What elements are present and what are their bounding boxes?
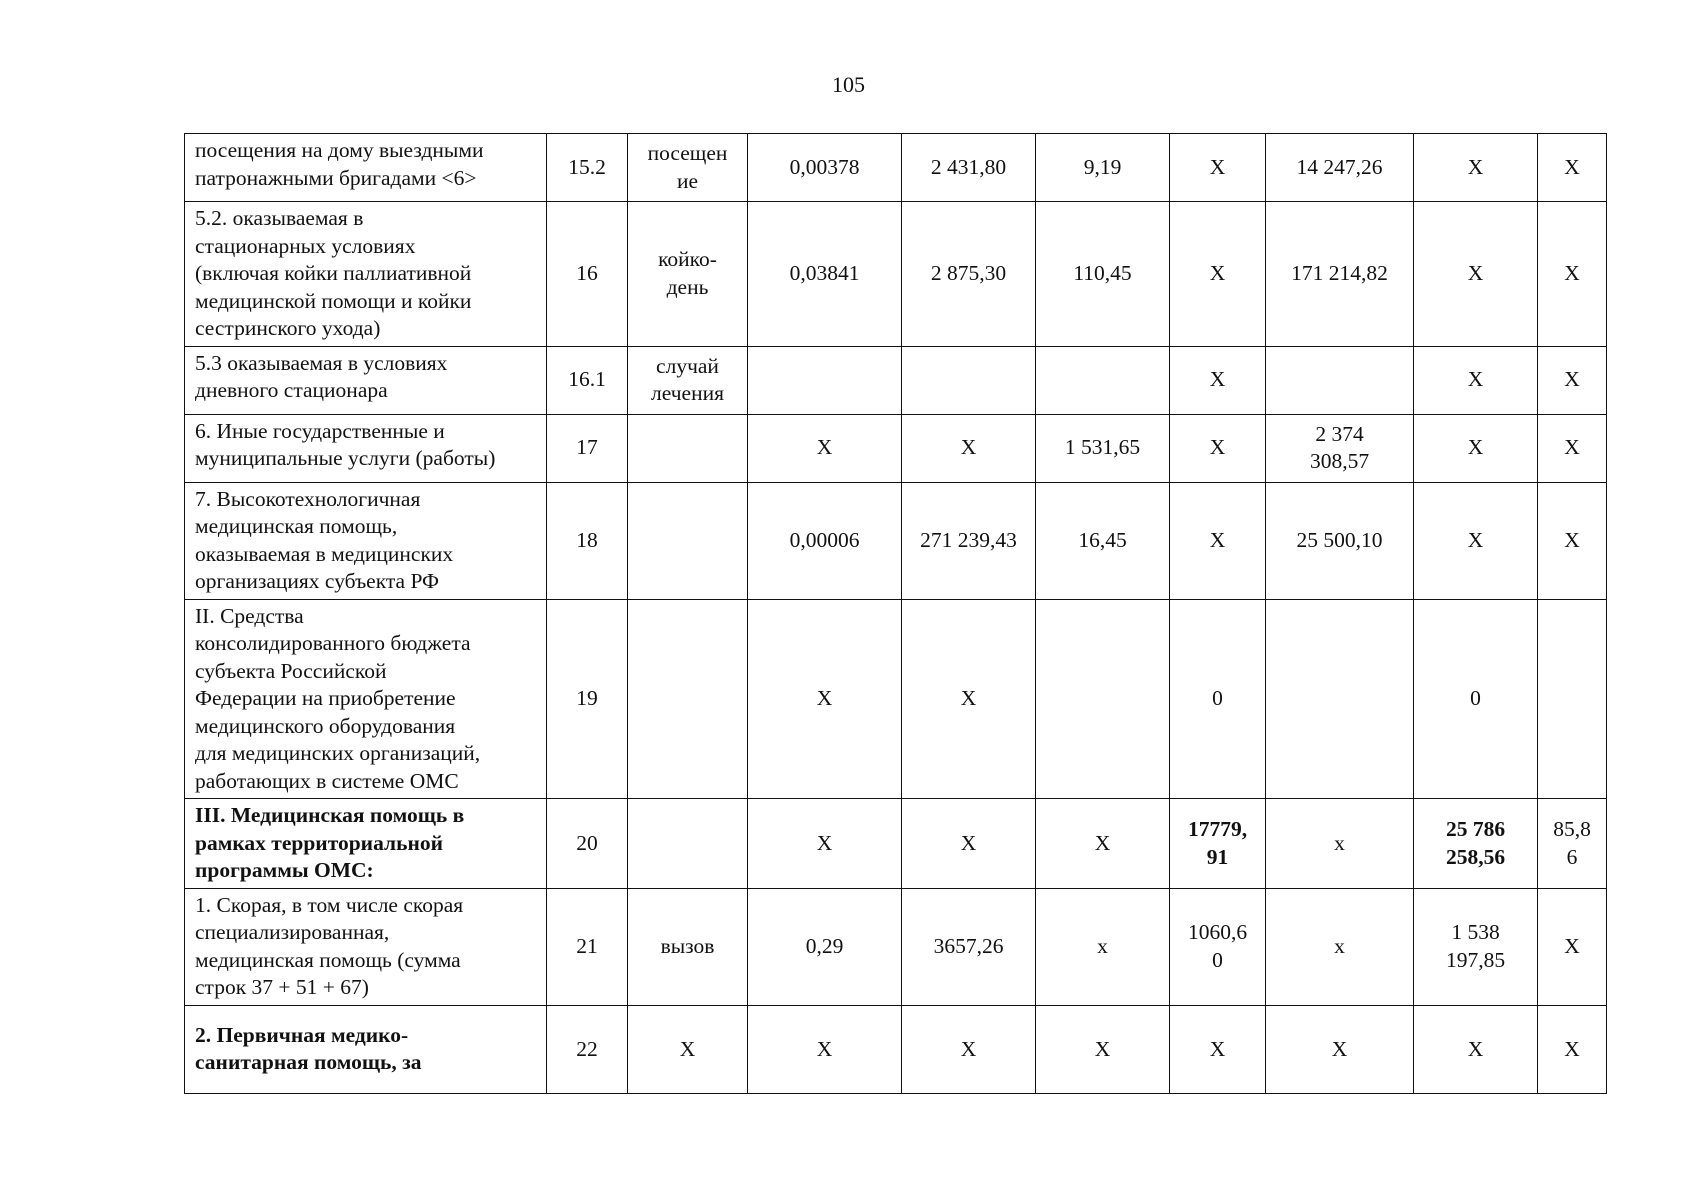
- value-cell: X: [1538, 888, 1607, 1005]
- unit-cell: вызов: [628, 888, 748, 1005]
- unit-cell: [628, 482, 748, 599]
- value-cell: X: [748, 599, 902, 799]
- value-cell: X: [1414, 1005, 1538, 1093]
- value-cell: X: [1170, 202, 1266, 347]
- line-number: 18: [547, 482, 628, 599]
- line-number: 15.2: [547, 134, 628, 202]
- value-cell: 171 214,82: [1266, 202, 1414, 347]
- line-number: 16.1: [547, 346, 628, 414]
- line-number: 21: [547, 888, 628, 1005]
- value-cell: 85,8 6: [1538, 799, 1607, 889]
- line-number: 22: [547, 1005, 628, 1093]
- row-name: 1. Скорая, в том числе скорая специализированная, медицинская помощь (сумма строк 37 + 51 + 67): [185, 888, 547, 1005]
- value-cell: X: [1170, 414, 1266, 482]
- value-cell: [748, 346, 902, 414]
- value-cell: x: [1266, 799, 1414, 889]
- value-cell: X: [902, 599, 1036, 799]
- unit-cell: случай лечения: [628, 346, 748, 414]
- value-cell: 0: [1414, 599, 1538, 799]
- value-cell: X: [1170, 346, 1266, 414]
- value-cell: X: [1036, 1005, 1170, 1093]
- value-cell: X: [1414, 134, 1538, 202]
- value-cell: 2 431,80: [902, 134, 1036, 202]
- value-cell: X: [902, 799, 1036, 889]
- value-cell: 0,00378: [748, 134, 902, 202]
- table-row: [185, 1005, 1607, 1093]
- value-cell: [1036, 346, 1170, 414]
- table-row: [185, 888, 1607, 1005]
- line-number: 20: [547, 799, 628, 889]
- value-cell: [1538, 599, 1607, 799]
- value-cell: 271 239,43: [902, 482, 1036, 599]
- table-row: [185, 414, 1607, 482]
- value-cell: X: [1170, 134, 1266, 202]
- value-cell: X: [1036, 799, 1170, 889]
- table-row: [185, 134, 1607, 202]
- value-cell: X: [748, 1005, 902, 1093]
- value-cell: X: [748, 799, 902, 889]
- value-cell: [1266, 599, 1414, 799]
- row-name: 7. Высокотехнологичная медицинская помощь, оказываемая в медицинских организациях субъекта РФ: [185, 482, 547, 599]
- row-name: II. Средства консолидированного бюджета субъекта Российской Федерации на приобретение медицинского оборудования для медицинских организаций, работающих в системе ОМС: [185, 599, 547, 799]
- value-cell: [902, 346, 1036, 414]
- value-cell: 1060,6 0: [1170, 888, 1266, 1005]
- unit-cell: X: [628, 1005, 748, 1093]
- value-cell: 1 538 197,85: [1414, 888, 1538, 1005]
- table-row: [185, 482, 1607, 599]
- unit-cell: [628, 414, 748, 482]
- value-cell: 17779, 91: [1170, 799, 1266, 889]
- value-cell: 16,45: [1036, 482, 1170, 599]
- line-number: 17: [547, 414, 628, 482]
- table-row: [185, 799, 1607, 889]
- value-cell: X: [902, 414, 1036, 482]
- value-cell: 0: [1170, 599, 1266, 799]
- value-cell: 0,29: [748, 888, 902, 1005]
- value-cell: X: [1538, 414, 1607, 482]
- value-cell: X: [1170, 482, 1266, 599]
- unit-cell: [628, 599, 748, 799]
- row-name: 5.2. оказываемая в стационарных условиях (включая койки паллиативной медицинской помощи и койки сестринского ухода): [185, 202, 547, 347]
- value-cell: X: [1414, 346, 1538, 414]
- row-name: III. Медицинская помощь в рамках территориальной программы ОМС:: [185, 799, 547, 889]
- value-cell: X: [748, 414, 902, 482]
- row-name: 2. Первичная медико- санитарная помощь, за: [185, 1005, 547, 1093]
- value-cell: X: [1538, 1005, 1607, 1093]
- value-cell: 2 374 308,57: [1266, 414, 1414, 482]
- value-cell: 3657,26: [902, 888, 1036, 1005]
- line-number: 16: [547, 202, 628, 347]
- value-cell: x: [1266, 888, 1414, 1005]
- value-cell: 1 531,65: [1036, 414, 1170, 482]
- table-row: [185, 346, 1607, 414]
- value-cell: X: [1538, 134, 1607, 202]
- value-cell: x: [1036, 888, 1170, 1005]
- value-cell: X: [1414, 202, 1538, 347]
- row-name: 6. Иные государственные и муниципальные услуги (работы): [185, 414, 547, 482]
- value-cell: 2 875,30: [902, 202, 1036, 347]
- table-row: [185, 202, 1607, 347]
- budget-table: [184, 133, 1607, 1094]
- value-cell: [1036, 599, 1170, 799]
- value-cell: X: [1266, 1005, 1414, 1093]
- value-cell: 14 247,26: [1266, 134, 1414, 202]
- row-name: 5.3 оказываемая в условиях дневного стационара: [185, 346, 547, 414]
- unit-cell: посещен ие: [628, 134, 748, 202]
- value-cell: X: [1538, 482, 1607, 599]
- value-cell: 0,03841: [748, 202, 902, 347]
- value-cell: 9,19: [1036, 134, 1170, 202]
- unit-cell: койко- день: [628, 202, 748, 347]
- value-cell: 25 786 258,56: [1414, 799, 1538, 889]
- value-cell: X: [1414, 414, 1538, 482]
- value-cell: 25 500,10: [1266, 482, 1414, 599]
- value-cell: X: [902, 1005, 1036, 1093]
- page-number: 105: [832, 72, 865, 97]
- unit-cell: [628, 799, 748, 889]
- value-cell: X: [1170, 1005, 1266, 1093]
- value-cell: 110,45: [1036, 202, 1170, 347]
- value-cell: X: [1414, 482, 1538, 599]
- value-cell: [1266, 346, 1414, 414]
- row-name: посещения на дому выездными патронажными бригадами <6>: [185, 134, 547, 202]
- value-cell: 0,00006: [748, 482, 902, 599]
- table-row: [185, 599, 1607, 799]
- value-cell: X: [1538, 202, 1607, 347]
- line-number: 19: [547, 599, 628, 799]
- value-cell: X: [1538, 346, 1607, 414]
